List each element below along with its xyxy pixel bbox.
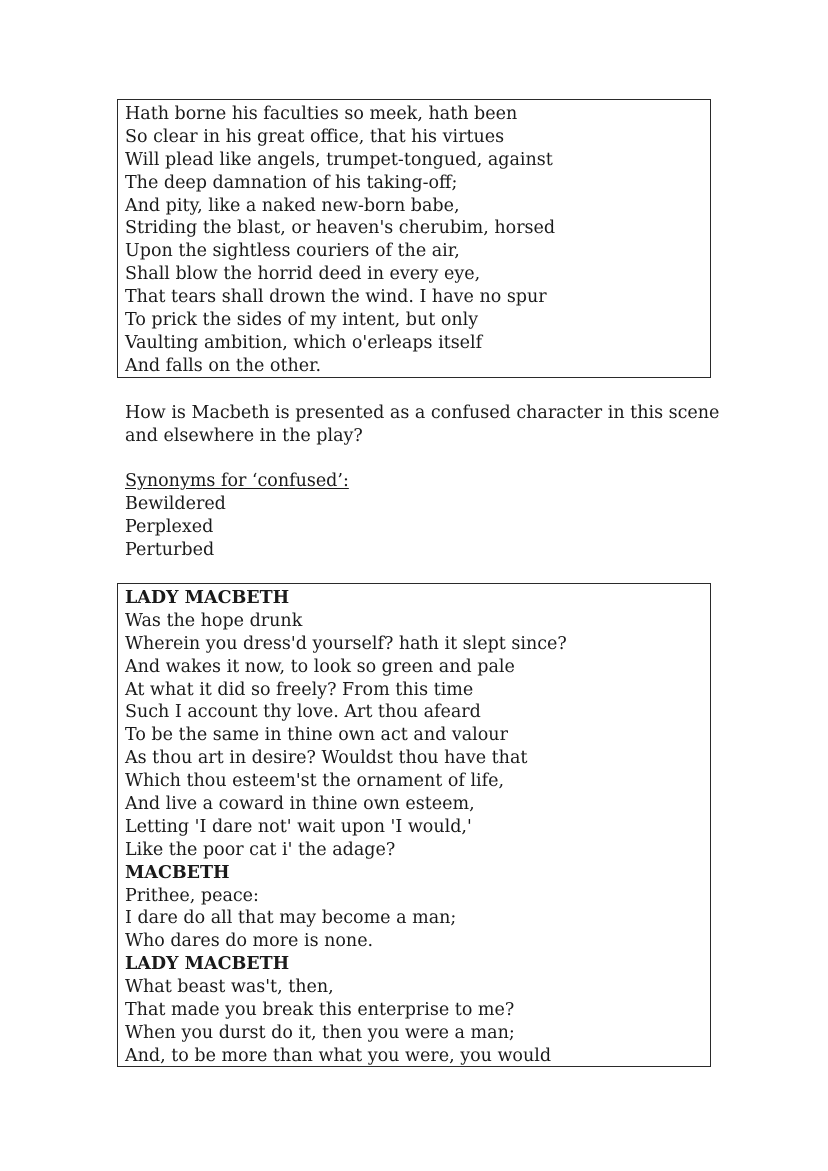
question-line-2: and elsewhere in the play? [125, 425, 363, 446]
speaker-name: LADY MACBETH [125, 954, 290, 975]
extract-line: Hath borne his faculties so meek, hath been [125, 104, 518, 124]
extract-line: So clear in his great office, that his virtues [125, 126, 505, 147]
extract-line: At what it did so freely? From this time [125, 679, 474, 700]
extract-line: Letting 'I dare not' wait upon 'I would,' [125, 816, 472, 837]
extract-line: Was the hope drunk [125, 610, 303, 631]
question-text [125, 402, 719, 448]
extract-line: To prick the sides of my intent, but only [125, 310, 479, 331]
extract-line: Such I account thy love. Art thou afeard [125, 702, 481, 723]
extract-line: Prithee, peace: [125, 885, 259, 906]
extract-line: What beast was't, then, [125, 977, 334, 998]
extract-line: That made you break this enterprise to me? [125, 1000, 515, 1021]
extract-line: Who dares do more is none. [125, 931, 374, 952]
extract-line: Which thou esteem'st the ornament of life, [125, 771, 505, 792]
extract-line: Vaulting ambition, which o'erleaps itself [125, 332, 483, 353]
synonym-item: Bewildered [125, 494, 226, 514]
extract-box-top [117, 99, 711, 378]
question-line-1: How is Macbeth is presented as a confused character in this scene [125, 403, 720, 423]
extract-line: Like the poor cat i' the adage? [125, 839, 396, 860]
extract-box-bottom [117, 583, 711, 1067]
extract-line: And live a coward in thine own esteem, [125, 794, 475, 815]
extract-line: As thou art in desire? Wouldst thou have that [125, 748, 528, 769]
extract-line: And, to be more than what you were, you would [125, 1045, 552, 1066]
synonyms-list [125, 493, 226, 562]
extract-line: Wherein you dress'd yourself? hath it slept since? [125, 633, 567, 654]
extract-line: To be the same in thine own act and valour [125, 725, 508, 746]
extract-line: And wakes it now, to look so green and pale [125, 656, 515, 677]
extract-line: Striding the blast, or heaven's cherubim, horsed [125, 218, 556, 239]
extract-line: Shall blow the horrid deed in every eye, [125, 264, 481, 285]
speaker-name: MACBETH [125, 862, 230, 883]
extract-line: When you durst do it, then you were a man; [125, 1022, 515, 1043]
extract-line: And pity, like a naked new-born babe, [125, 195, 460, 216]
extract-line: And falls on the other. [125, 355, 322, 376]
extract-line: I dare do all that may become a man; [125, 908, 457, 929]
extract-line: Will plead like angels, trumpet-tongued, against [125, 149, 553, 170]
speaker-name: LADY MACBETH [125, 588, 290, 608]
synonyms-heading: Synonyms for ‘confused’: [125, 471, 349, 491]
extract-line: Upon the sightless couriers of the air, [125, 241, 460, 262]
extract-line: The deep damnation of his taking-off; [125, 172, 458, 193]
synonym-item: Perturbed [125, 539, 215, 560]
synonym-item: Perplexed [125, 516, 214, 537]
extract-line: That tears shall drown the wind. I have no spur [125, 287, 547, 308]
